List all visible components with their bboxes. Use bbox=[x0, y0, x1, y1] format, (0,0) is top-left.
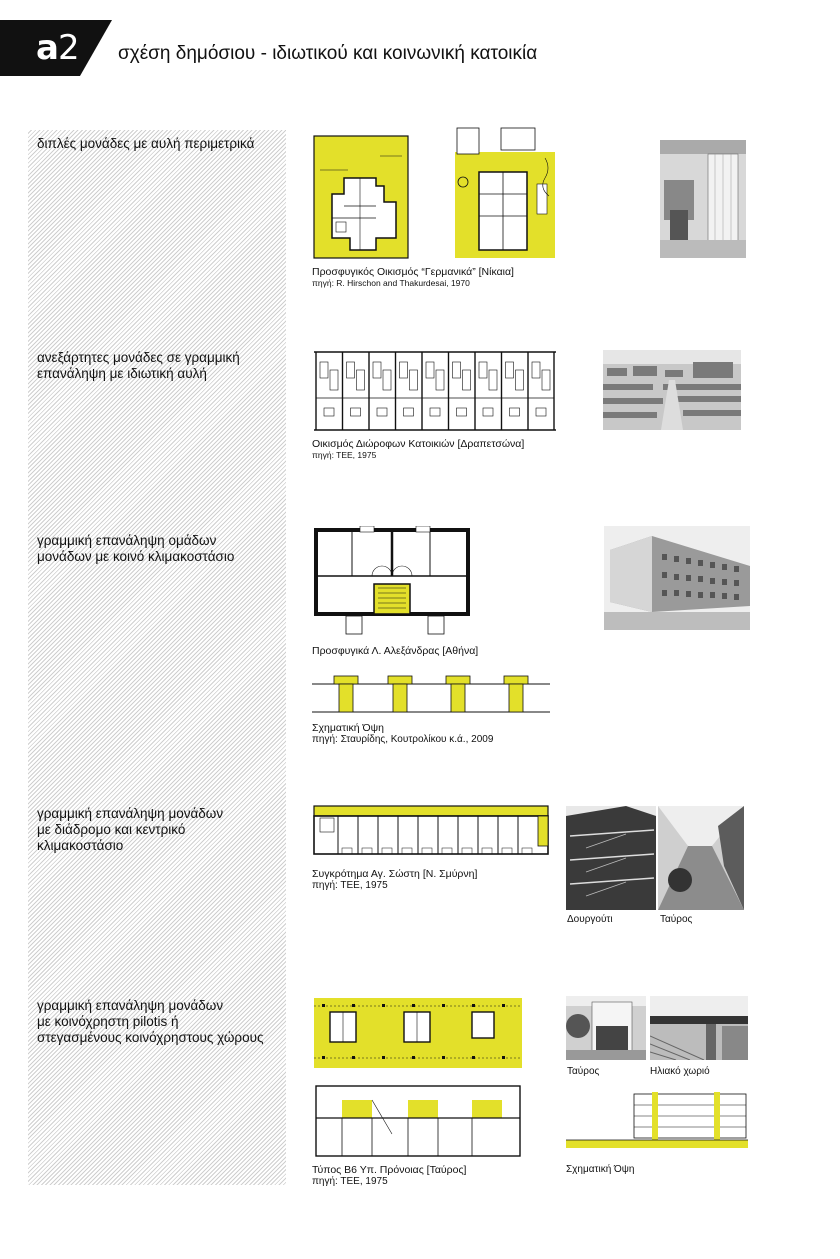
section-5-photo-1-label: Ταύρος bbox=[567, 1066, 600, 1077]
section-1-plan-a bbox=[312, 134, 410, 262]
section-4-photo-1-label: Δουργούτι bbox=[567, 914, 613, 925]
page-title: σχέση δημόσιου - ιδιωτικού και κοινωνική κατοικία bbox=[118, 43, 538, 64]
section-2-plan bbox=[312, 348, 558, 434]
section-5-caption: Τύπος Β6 Υπ. Πρόνοιας [Ταύρος] πηγή: ΤΕΕ, 1975 bbox=[312, 1164, 467, 1187]
section-2-caption: Οικισμός Διώροφων Κατοικιών [Δραπετσώνα] πηγή: ΤΕΕ, 1975 bbox=[312, 438, 525, 460]
section-1-plan-b bbox=[455, 124, 555, 262]
section-1-title: διπλές μονάδες με αυλή περιμετρικά bbox=[37, 136, 255, 151]
section-4-title: γραμμική επανάληψη μονάδων με διάδρομο και κεντρικό κλιμακοστάσιο bbox=[37, 806, 224, 853]
section-3-photo bbox=[604, 526, 750, 630]
section-5-elevation bbox=[566, 1090, 748, 1160]
section-5-title: γραμμική επανάληψη μονάδων με κοινόχρηστη pilotis ή στεγασμένους κοινόχρηστους χώρους bbox=[37, 998, 264, 1045]
section-4-photo-1 bbox=[566, 806, 656, 910]
section-4-photo-2 bbox=[658, 806, 744, 910]
section-4-caption: Συγκρότημα Αγ. Σώστη [Ν. Σμύρνη] πηγή: ΤΕΕ, 1975 bbox=[312, 868, 478, 891]
section-5-photo-2-label: Ηλιακό χωριό bbox=[650, 1066, 710, 1077]
section-5-plan-lower bbox=[312, 1080, 524, 1160]
section-3-caption: Προσφυγικά Λ. Αλεξάνδρας [Αθήνα] bbox=[312, 645, 479, 657]
section-5-photo-2 bbox=[650, 996, 748, 1060]
section-3-plan bbox=[312, 526, 472, 642]
section-5-photo-1 bbox=[566, 996, 646, 1060]
section-1-photo bbox=[660, 140, 746, 258]
section-4-plan bbox=[312, 804, 550, 858]
section-1-caption: Προσφυγικός Οικισμός “Γερμανικά” [Νίκαια] πηγή: R. Hirschon and Thakurdesai, 1970 bbox=[312, 266, 514, 288]
section-5-elevation-caption: Σχηματική Όψη bbox=[566, 1164, 635, 1175]
section-4-photo-2-label: Ταύρος bbox=[660, 914, 693, 925]
section-2-title: ανεξάρτητες μονάδες σε γραμμική επανάληψη με ιδιωτική αυλή bbox=[37, 350, 240, 381]
section-2-photo bbox=[603, 350, 741, 430]
section-3-title: γραμμική επανάληψη ομάδων μονάδων με κοινό κλιμακοστάσιο bbox=[37, 533, 235, 564]
header-badge-label: a2 bbox=[36, 28, 79, 68]
section-3-elevation bbox=[312, 674, 550, 716]
section-3-elevation-caption: Σχηματική Όψη πηγή: Σταυρίδης, Κουτρολίκου κ.ά., 2009 bbox=[312, 722, 494, 745]
section-5-plan-upper bbox=[312, 994, 524, 1074]
